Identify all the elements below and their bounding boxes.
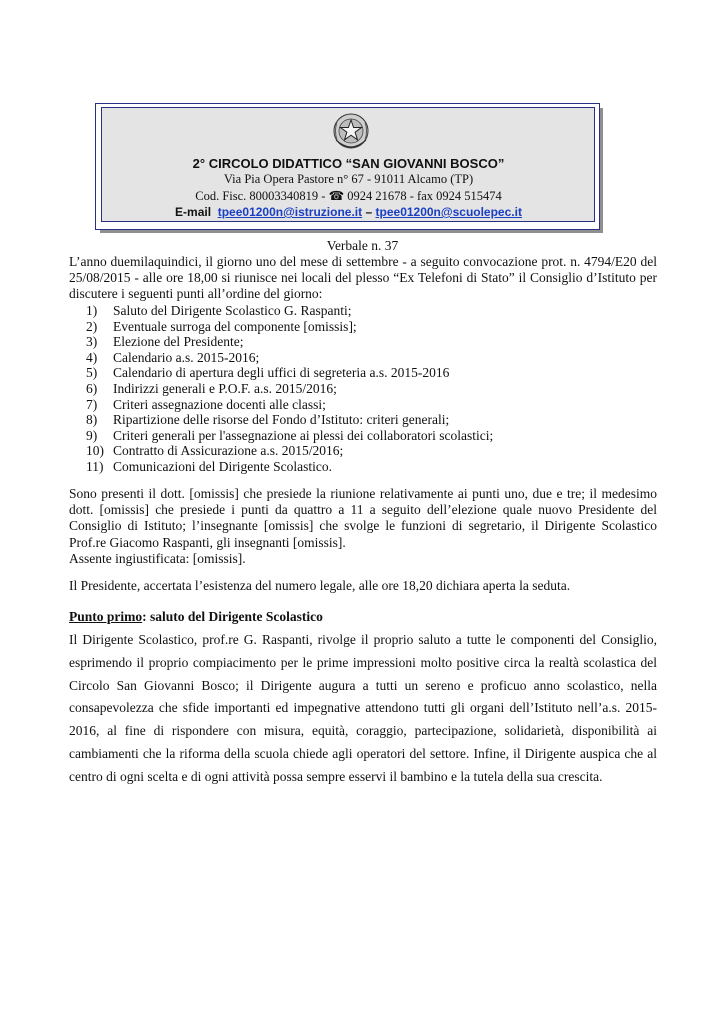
- agenda-item-text: Criteri generali per l'assegnazione ai plessi dei collaboratori scolastici;: [113, 427, 494, 443]
- email-link-istruzione[interactable]: tpee01200n@istruzione.it: [217, 205, 363, 219]
- agenda-item-number: 8): [86, 412, 98, 428]
- agenda-list: [86, 303, 493, 475]
- agenda-item-number: 3): [86, 334, 98, 350]
- agenda-item: [86, 303, 493, 319]
- agenda-item-text: Eventuale surroga del componente [omissis];: [113, 318, 357, 334]
- present-members: Sono presenti il dott. [omissis] che presiede la riunione relativamente ai punti uno, due e tre; il medesimo dott. [omissis] che presiede i punti da quattro a 11 a seguito dell’elezione quale nuovo Presidente del Consiglio di Istituto; l’insegnante [omissis] che svolge le funzioni di segretario, il Dirigente Scolastico Prof.re Giacomo Raspanti, gli insegnanti [omissis].: [69, 486, 657, 550]
- agenda-item-number: 6): [86, 380, 98, 396]
- opening-statement: Il Presidente, accertata l’esistenza del numero legale, alle ore 18,20 dichiara aperta la seduta.: [69, 578, 571, 593]
- email-separator: –: [365, 205, 373, 219]
- agenda-item: [86, 319, 493, 335]
- section-label: Punto primo: [69, 609, 143, 624]
- agenda-item: [86, 365, 493, 381]
- agenda-item-text: Calendario a.s. 2015-2016;: [113, 349, 260, 365]
- agenda-item-text: Saluto del Dirigente Scolastico G. Raspanti;: [113, 303, 352, 318]
- section-heading: [69, 609, 323, 625]
- absent-members: Assente ingiustificata: [omissis].: [69, 550, 246, 566]
- agenda-item-number: 1): [86, 303, 98, 318]
- school-email-line: [101, 205, 596, 219]
- agenda-item: [86, 428, 493, 444]
- intro-paragraph: L’anno duemilaquindici, il giorno uno del mese di settembre - a seguito convocazione prot. n. 4794/E20 del 25/08/2015 - alle ore 18,00 si riunisce nei locali del plesso “Ex Telefoni di Stato” il Consiglio d’Istituto per discutere i seguenti punti all’ordine del giorno:: [69, 254, 657, 302]
- agenda-item-text: Contratto di Assicurazione a.s. 2015/2016;: [113, 443, 344, 459]
- school-contacts: Cod. Fisc. 80003340819 - ☎ 0924 21678 - fax 0924 515474: [195, 189, 502, 203]
- agenda-item-number: 10): [86, 443, 104, 459]
- agenda-item-text: Indirizzi generali e P.O.F. a.s. 2015/2016;: [113, 380, 337, 396]
- agenda-item: [86, 443, 493, 459]
- agenda-item: [86, 459, 493, 475]
- italian-republic-emblem-icon: [331, 110, 371, 154]
- agenda-item-number: 11): [86, 458, 104, 474]
- agenda-item-text: Criteri assegnazione docenti alle classi;: [113, 396, 326, 412]
- agenda-item-number: 9): [86, 427, 98, 443]
- agenda-item-number: 2): [86, 318, 98, 334]
- email-link-pec[interactable]: tpee01200n@scuolepec.it: [375, 205, 522, 219]
- section-title: : saluto del Dirigente Scolastico: [142, 609, 323, 624]
- agenda-item-text: Calendario di apertura degli uffici di segreteria a.s. 2015-2016: [113, 365, 450, 381]
- agenda-item-number: 5): [86, 365, 98, 381]
- agenda-item-text: Comunicazioni del Dirigente Scolastico.: [113, 458, 332, 474]
- agenda-item-number: 4): [86, 349, 98, 365]
- agenda-item-number: 7): [86, 396, 98, 412]
- agenda-item: [86, 412, 493, 428]
- agenda-item: [86, 397, 493, 413]
- school-address: Via Pia Opera Pastore n° 67 - 91011 Alcamo (TP): [223, 172, 474, 186]
- agenda-item: [86, 350, 493, 366]
- agenda-item-text: Elezione del Presidente;: [113, 334, 244, 350]
- greeting-paragraph: Il Dirigente Scolastico, prof.re G. Raspanti, rivolge il proprio saluto a tutte le componenti del Consiglio, esprimendo il proprio compiacimento per le prime impressioni molto positive circa la realtà scolastica del Circolo San Giovanni Bosco; il Dirigente augura a tutti un sereno e proficuo anno scolastico, nella consapevolezza che sfide importanti ed impegnative attendono tutti gli organi dell’Istituto nell’a.s. 2015-2016, al fine di rispondere con misura, equità, coraggio, partecipazione, solidarietà, disponibilità ai cambiamenti che la riforma della scuola chiede agli operatori del settore. Infine, il Dirigente auspica che al centro di ogni scelta e di ogni attività possa sempre esservi il bambino e la tutela della sua crescita.: [69, 632, 657, 784]
- email-label: E-mail: [175, 205, 212, 219]
- agenda-item: [86, 334, 493, 350]
- verbale-number: Verbale n. 37: [326, 238, 399, 253]
- agenda-item: [86, 381, 493, 397]
- agenda-item-text: Ripartizione delle risorse del Fondo d’Istituto: criteri generali;: [113, 412, 450, 428]
- attendees-paragraph: [69, 486, 657, 567]
- school-name: 2° CIRCOLO DIDATTICO “SAN GIOVANNI BOSCO”: [192, 156, 505, 171]
